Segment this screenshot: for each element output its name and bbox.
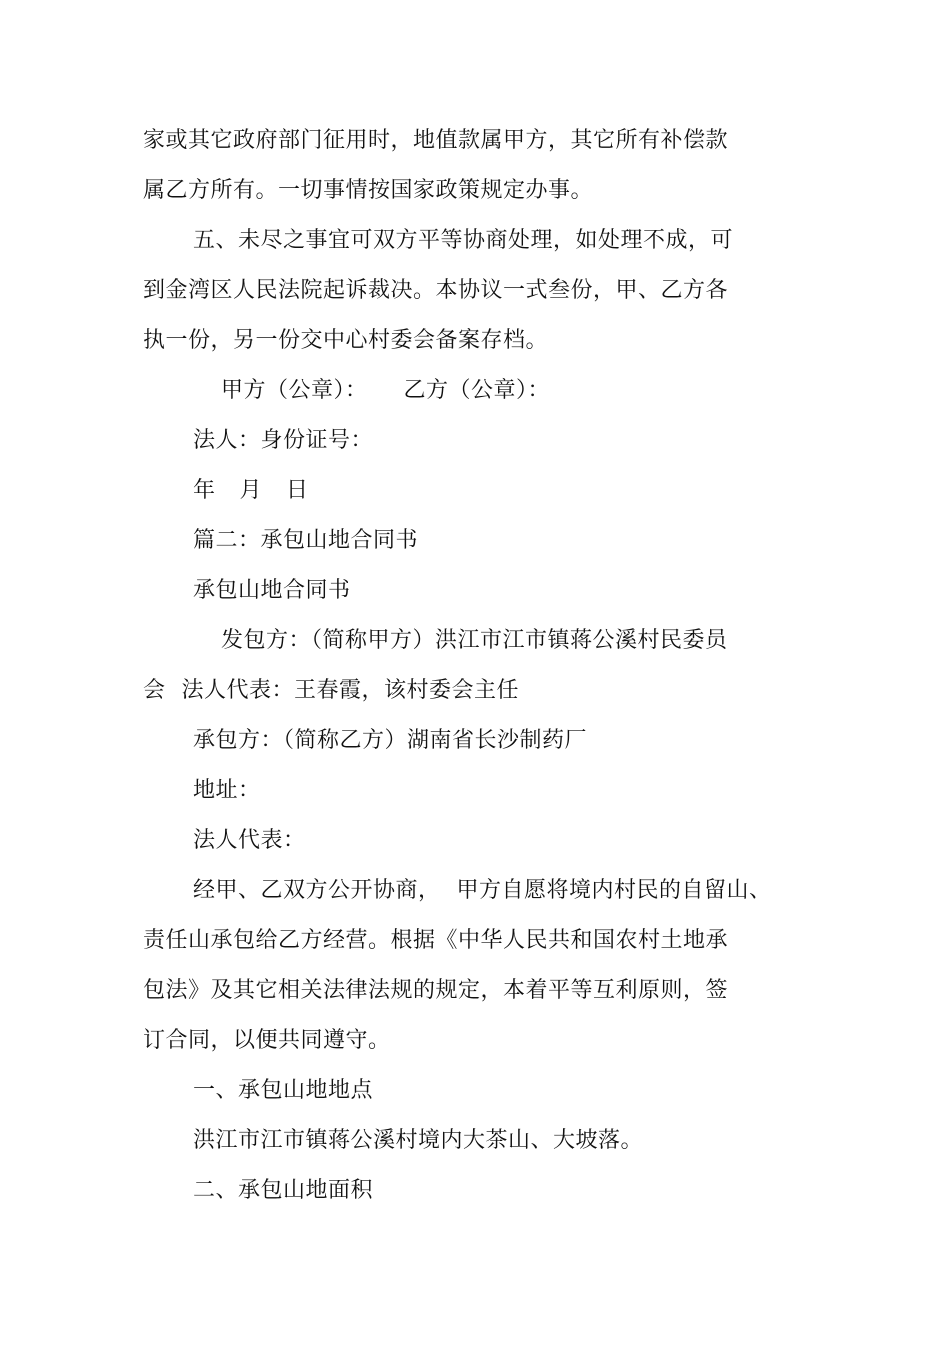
text-line: 家或其它政府部门征用时，地值款属甲方，其它所有补偿款: [143, 128, 729, 153]
legal-person-id-label: 法人：身份证号：: [193, 428, 374, 453]
text-line: 五、未尽之事宜可双方平等协商处理，如处理不成，可: [193, 228, 734, 253]
text-line: 责任山承包给乙方经营。根据《中华人民共和国农村土地承: [143, 928, 729, 953]
text-line: 承包方：（简称乙方）湖南省长沙制药厂: [193, 728, 588, 753]
date-day-label: 日: [286, 478, 309, 503]
date-year-label: 年: [193, 478, 216, 503]
party-b-seal-label: 乙方（公章）：: [403, 378, 551, 403]
section-heading: 篇二：承包山地合同书: [193, 528, 419, 553]
signature-line: [221, 376, 550, 406]
date-month-label: 月: [239, 478, 263, 503]
party-a-seal-label: 甲方（公章）：: [221, 378, 368, 403]
legal-representative-line: 法人代表：王春霞，该村委会主任: [181, 678, 520, 703]
text-fragment: 会: [143, 678, 166, 703]
text-line: 执一份，另一份交中心村委会备案存档。: [143, 328, 549, 353]
legal-representative-label: 法人代表：: [193, 828, 306, 853]
text-line: 属乙方所有。一切事情按国家政策规定办事。: [143, 178, 594, 203]
text-fragment: 甲方自愿将境内村民的自留山、: [456, 878, 772, 903]
contract-title: 承包山地合同书: [193, 578, 351, 603]
text-line: 洪江市江市镇蒋公溪村境内大茶山、大坡落。: [193, 1128, 644, 1153]
text-line: 到金湾区人民法院起诉裁决。本协议一式叁份，甲、乙方各: [143, 278, 729, 303]
text-line: [143, 676, 519, 706]
text-line: 发包方：（简称甲方）洪江市江市镇蒋公溪村民委员: [221, 628, 728, 653]
text-fragment: 经甲、乙双方公开协商，: [193, 878, 441, 903]
text-line: 订合同，以便共同遵守。: [143, 1028, 391, 1053]
text-line: [193, 876, 772, 906]
text-line: 包法》及其它相关法律法规的规定，本着平等互利原则，签: [143, 978, 729, 1003]
date-line: [193, 476, 309, 506]
section-heading: 一、承包山地地点: [193, 1078, 374, 1103]
section-heading: 二、承包山地面积: [193, 1178, 374, 1203]
address-label: 地址：: [193, 778, 261, 803]
